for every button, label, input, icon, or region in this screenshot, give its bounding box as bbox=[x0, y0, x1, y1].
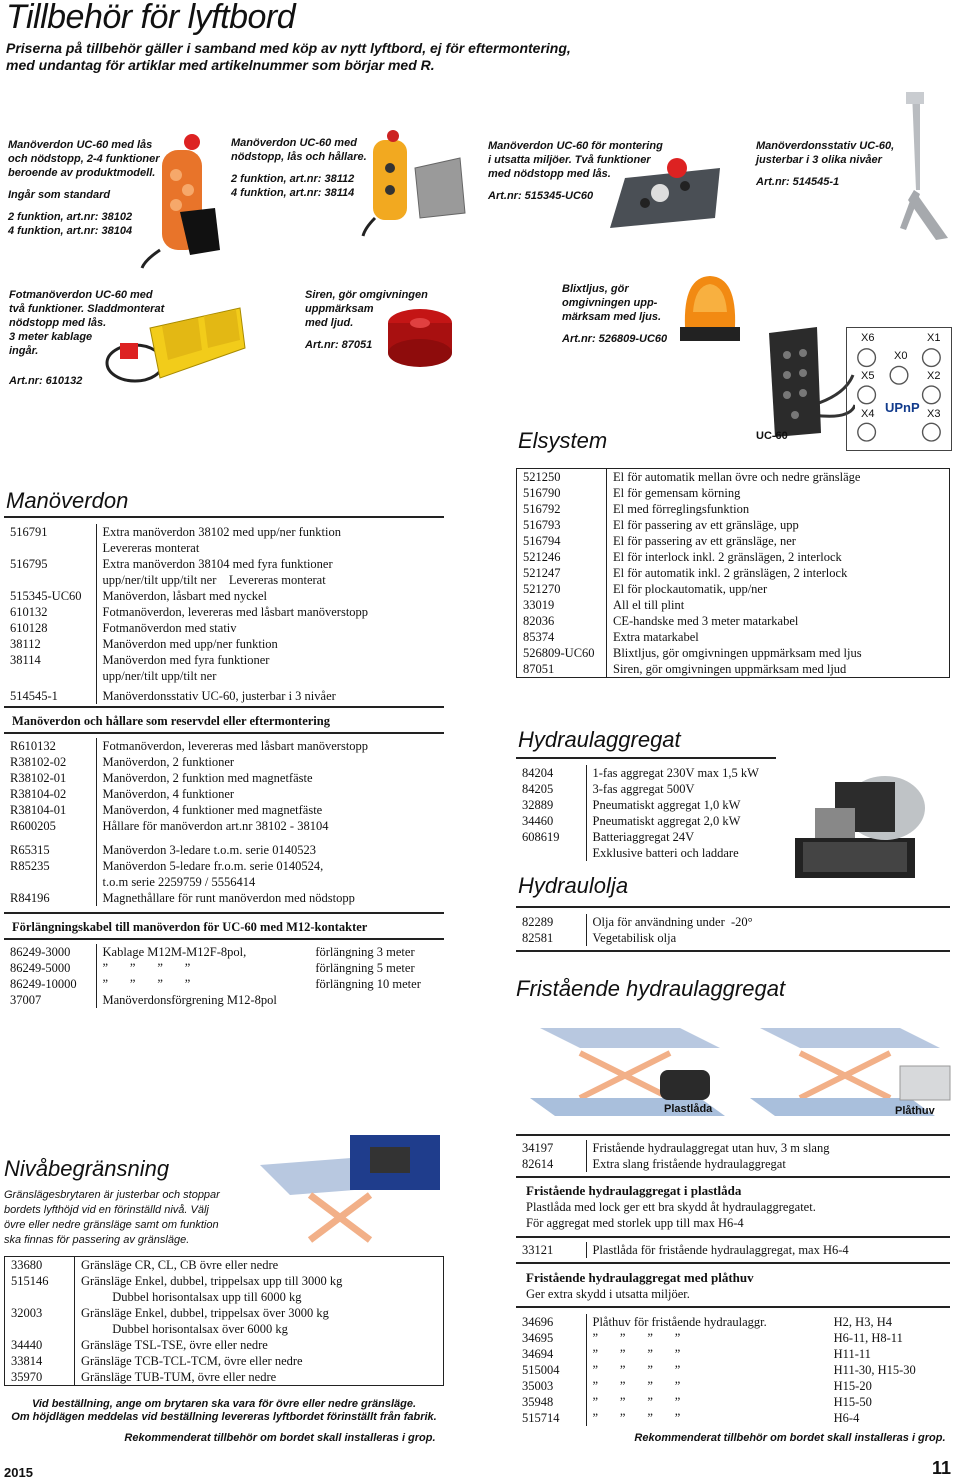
page-title: Tillbehör för lyftbord bbox=[6, 0, 296, 36]
table-row bbox=[5, 1289, 444, 1305]
article-number: R600205 bbox=[4, 818, 96, 834]
article-description: Siren, gör omgivningen uppmärksam med ljud bbox=[613, 662, 847, 676]
article-number: 33680 bbox=[5, 1257, 75, 1274]
article-description: ” ” ” ” bbox=[592, 1411, 681, 1425]
nivabegransning-footnote: Rekommenderat tillbehör om bordet skall installeras i grop. bbox=[124, 1432, 436, 1444]
article-extra: H15-50 bbox=[833, 1395, 872, 1409]
article-number: 34694 bbox=[516, 1346, 586, 1362]
article-description: 3-fas aggregat 500V bbox=[592, 782, 695, 796]
article-description: Extra manöverdon 38104 med fyra funktioner bbox=[102, 557, 333, 571]
article-number: R65315 bbox=[4, 834, 96, 858]
connector-x2: X2 bbox=[927, 370, 941, 382]
article-number: 35970 bbox=[5, 1369, 75, 1386]
caption-foot-control: Fotmanöverdon UC-60 med två funktioner. Sladdmonterat nödstopp med lås. 3 meter kablage ingår. Art.nr: 610132 bbox=[9, 289, 165, 387]
table-row bbox=[517, 613, 950, 629]
article-number: 516795 bbox=[4, 556, 96, 572]
article-number: 35948 bbox=[516, 1394, 586, 1410]
article-description: Manöverdon, 4 funktioner med magnetfäste bbox=[102, 803, 323, 817]
year-label: 2015 bbox=[4, 1465, 33, 1480]
foot-pedal-image bbox=[100, 288, 250, 393]
article-number: 33121 bbox=[516, 1242, 586, 1258]
article-extra: H6-4 bbox=[833, 1411, 860, 1425]
hydraulolja-table bbox=[516, 914, 950, 946]
table-row bbox=[4, 604, 444, 620]
article-description: Vegetabilisk olja bbox=[592, 931, 677, 945]
article-description: Extra manöverdon 38102 med upp/ner funktion bbox=[102, 525, 341, 539]
table-row bbox=[4, 636, 444, 652]
orange-remote-image bbox=[140, 130, 230, 270]
article-description: El med förreglingsfunktion bbox=[613, 502, 750, 516]
article-number: R38104-01 bbox=[4, 802, 96, 818]
article-description: Dubbel horisontalsax upp till 6000 kg bbox=[81, 1290, 302, 1304]
table-row bbox=[516, 765, 776, 781]
table-row bbox=[5, 1321, 444, 1337]
article-extra: H15-20 bbox=[833, 1379, 872, 1393]
table-row bbox=[4, 556, 444, 572]
article-description: Batteriaggregat 24V bbox=[592, 830, 695, 844]
article-extra: förlängning 3 meter bbox=[315, 945, 415, 959]
yellow-remote-image bbox=[355, 128, 475, 238]
article-number: 515146 bbox=[5, 1273, 75, 1289]
table-row bbox=[516, 1378, 950, 1394]
article-extra bbox=[309, 992, 443, 1008]
article-description: Gränsläge TSL-TSE, övre eller nedre bbox=[81, 1338, 268, 1352]
table-row bbox=[516, 1362, 950, 1378]
article-number: 33814 bbox=[5, 1353, 75, 1369]
article-number: 516790 bbox=[517, 485, 607, 501]
article-number: 34460 bbox=[516, 813, 586, 829]
table-row bbox=[516, 813, 776, 829]
article-description: Manöverdon, låsbart med nyckel bbox=[102, 589, 268, 603]
article-description: Manöverdon med fyra funktioner bbox=[102, 653, 270, 667]
article-extra: förlängning 5 meter bbox=[315, 961, 415, 975]
ext-top-rule bbox=[4, 912, 444, 914]
table-row bbox=[5, 1273, 444, 1289]
article-description: El för passering av ett gränsläge, upp bbox=[613, 518, 799, 532]
article-description: Manöverdon med upp/ner funktion bbox=[102, 637, 278, 651]
table-row bbox=[517, 645, 950, 661]
article-number: 34695 bbox=[516, 1330, 586, 1346]
article-description: Manöverdon, 4 funktioner bbox=[102, 787, 235, 801]
table-row bbox=[516, 1330, 950, 1346]
article-number: 521250 bbox=[517, 469, 607, 486]
article-number: 85374 bbox=[517, 629, 607, 645]
article-number: 32003 bbox=[5, 1305, 75, 1321]
caption-control-holder: Manöverdon UC-60 med nödstopp, lås och hållare. 2 funktion, art.nr: 38112 4 funktion, art.nr: 38114 bbox=[231, 137, 367, 199]
table-row bbox=[4, 874, 444, 890]
table-row bbox=[516, 1156, 950, 1172]
article-number bbox=[4, 572, 96, 588]
table-row bbox=[517, 661, 950, 678]
table-row bbox=[4, 588, 444, 604]
fristaende-table-5 bbox=[516, 1314, 950, 1426]
table-metal-cover-image bbox=[740, 1018, 955, 1118]
plathuv-label: Plåthuv bbox=[895, 1105, 935, 1117]
article-description: ” ” ” ” bbox=[592, 1395, 681, 1409]
table-row bbox=[4, 620, 444, 636]
upnp-logo: UPnP bbox=[885, 400, 920, 415]
table-row bbox=[516, 914, 950, 930]
article-description: Plastlåda för fristående hydraulaggregat, max H6-4 bbox=[592, 1243, 849, 1257]
table-row bbox=[4, 738, 444, 754]
fr-rule-4 bbox=[516, 1262, 950, 1264]
fristaende-footnote: Rekommenderat tillbehör om bordet skall installeras i grop. bbox=[634, 1432, 946, 1444]
article-description: ” ” ” ” bbox=[592, 1379, 681, 1393]
article-number: 610128 bbox=[4, 620, 96, 636]
ext-table bbox=[4, 944, 444, 1008]
intro-text: Priserna på tillbehör gäller i samband med köp av nytt lyftbord, ej för eftermontering, med undantag för artiklar med artikelnummer som börjar med R. bbox=[6, 40, 571, 73]
table-row bbox=[5, 1369, 444, 1386]
table-row bbox=[4, 684, 444, 704]
connector-x5: X5 bbox=[861, 370, 875, 382]
plastlada-block: Fristående hydraulaggregat i plastlåda Plastlåda med lock ger ett bra skydd åt hydraulaggregatet. För aggregat med storlek upp till max H6-4 bbox=[526, 1183, 816, 1230]
hydraulolja-bottom-rule bbox=[516, 950, 950, 952]
article-description: Pneumatiskt aggregat 1,0 kW bbox=[592, 798, 741, 812]
hydraulaggregat-rule bbox=[516, 757, 776, 759]
article-number: 515004 bbox=[516, 1362, 586, 1378]
article-description: Magnethållare för runt manöverdon med nödstopp bbox=[102, 891, 355, 905]
article-description: El för automatik mellan övre och nedre gränsläge bbox=[613, 470, 861, 484]
caption-control-uc60-lock: Manöverdon UC-60 med lås och nödstopp, 2-4 funktioner beroende av produktmodell. Ingår som standard 2 funktion, art.nr: 38102 4 funktion, art.nr: 38104 bbox=[8, 139, 160, 237]
article-description: ” ” ” ” bbox=[592, 1363, 681, 1377]
nivabegransning-heading: Nivåbegränsning bbox=[4, 1156, 170, 1181]
table-row bbox=[5, 1257, 444, 1274]
article-number: 34197 bbox=[516, 1140, 586, 1156]
article-number: R38102-01 bbox=[4, 770, 96, 786]
article-number: 526809-UC60 bbox=[517, 645, 607, 661]
table-row bbox=[516, 1394, 950, 1410]
siren-image bbox=[384, 303, 456, 375]
ext-rule bbox=[4, 938, 444, 940]
article-description: El för gemensam körning bbox=[613, 486, 741, 500]
table-row bbox=[4, 540, 444, 556]
article-number: 608619 bbox=[516, 829, 586, 845]
article-extra: H2, H3, H4 bbox=[833, 1315, 892, 1329]
connector-x0: X0 bbox=[894, 350, 908, 362]
article-description: Fristående hydraulaggregat utan huv, 3 m slang bbox=[592, 1141, 830, 1155]
nivabegransning-notes: Vid beställning, ange om brytaren ska vara för övre eller nedre gränsläge. Om höjdlägen meddelas vid beställning levereras lyftbordet förinställt från fabrik. bbox=[11, 1398, 437, 1423]
article-description: El för plockautomatik, upp/ner bbox=[613, 582, 768, 596]
caption-control-box: Manöverdon UC-60 för montering i utsatta miljöer. Två funktioner med nödstopp med lås. Art.nr: 515345-UC60 bbox=[488, 140, 663, 202]
table-row bbox=[517, 549, 950, 565]
article-number: 82289 bbox=[516, 914, 586, 930]
article-description: ” ” ” ” bbox=[592, 1331, 681, 1345]
article-description: Gränsläge TCB-TCL-TCM, övre eller nedre bbox=[81, 1354, 303, 1368]
table-row bbox=[5, 1337, 444, 1353]
table-row bbox=[4, 944, 444, 960]
article-description: Extra matarkabel bbox=[613, 630, 699, 644]
article-number: R85235 bbox=[4, 858, 96, 874]
article-number: 38112 bbox=[4, 636, 96, 652]
table-row bbox=[517, 629, 950, 645]
article-description: Extra slang fristående hydraulaggregat bbox=[592, 1157, 786, 1171]
table-row bbox=[4, 976, 444, 992]
article-number: R610132 bbox=[4, 738, 96, 754]
table-row bbox=[4, 992, 444, 1008]
table-row bbox=[516, 829, 776, 845]
article-number: 521246 bbox=[517, 549, 607, 565]
article-description: ” ” ” ” bbox=[102, 961, 191, 975]
article-number: 86249-5000 bbox=[4, 960, 96, 976]
article-number: 521270 bbox=[517, 581, 607, 597]
article-number: 516791 bbox=[4, 524, 96, 540]
article-number: 610132 bbox=[4, 604, 96, 620]
control-box-image bbox=[605, 148, 725, 243]
elsystem-table bbox=[516, 468, 950, 678]
article-description: All el till plint bbox=[613, 598, 685, 612]
article-description: Manöverdon, 2 funktion med magnetfäste bbox=[102, 771, 313, 785]
article-description: Fotmanöverdon, levereras med låsbart manöverstopp bbox=[102, 739, 369, 753]
connector-x6: X6 bbox=[861, 332, 875, 344]
uc60-label: UC-60 bbox=[756, 430, 788, 442]
article-description: El för passering av ett gränsläge, ner bbox=[613, 534, 796, 548]
connector-diagram bbox=[846, 327, 952, 451]
article-number: 516794 bbox=[517, 533, 607, 549]
connector-x4: X4 bbox=[861, 408, 875, 420]
table-row bbox=[516, 1140, 950, 1156]
fr-rule-3 bbox=[516, 1236, 950, 1238]
manoverdon-table bbox=[4, 524, 444, 704]
page-number: 11 bbox=[932, 1458, 952, 1478]
article-description: Hållare för manöverdon art.nr 38102 - 38104 bbox=[102, 819, 329, 833]
article-description: ” ” ” ” bbox=[592, 1347, 681, 1361]
flash-light-image bbox=[675, 272, 745, 347]
hydraulaggregat-table bbox=[516, 765, 776, 861]
article-description: Dubbel horisontalsax över 6000 kg bbox=[81, 1322, 288, 1336]
stand-image bbox=[898, 90, 958, 240]
nivabegransning-table bbox=[4, 1256, 444, 1386]
table-row bbox=[4, 572, 444, 588]
article-description: Pneumatiskt aggregat 2,0 kW bbox=[592, 814, 741, 828]
hydraulaggregat-heading: Hydraulaggregat bbox=[518, 727, 681, 752]
table-row bbox=[4, 834, 444, 858]
article-number: 37007 bbox=[4, 992, 96, 1008]
article-description: Gränsläge TUB-TUM, övre eller nedre bbox=[81, 1370, 277, 1384]
fristaende-heading: Fristående hydraulaggregat bbox=[516, 976, 786, 1001]
hydraulic-pump-image bbox=[775, 768, 950, 886]
ext-heading: Förlängningskabel till manöverdon för UC-60 med M12-kontakter bbox=[12, 920, 368, 934]
hydraulolja-rule bbox=[516, 906, 950, 908]
fristaende-table-3 bbox=[516, 1242, 950, 1258]
table-row bbox=[516, 781, 776, 797]
article-number: 521247 bbox=[517, 565, 607, 581]
article-number: 516792 bbox=[517, 501, 607, 517]
fr-rule-1 bbox=[516, 1134, 950, 1136]
article-number: 87051 bbox=[517, 661, 607, 678]
uc60-box-image bbox=[765, 325, 855, 445]
table-row bbox=[4, 890, 444, 906]
table-row bbox=[516, 930, 950, 946]
article-number: 34696 bbox=[516, 1314, 586, 1330]
table-row bbox=[5, 1353, 444, 1369]
article-number: R38104-02 bbox=[4, 786, 96, 802]
elsystem-heading: Elsystem bbox=[518, 428, 608, 453]
article-description: Fotmanöverdon med stativ bbox=[102, 621, 237, 635]
article-number: 516793 bbox=[517, 517, 607, 533]
article-number: 38114 bbox=[4, 652, 96, 668]
table-row bbox=[5, 1305, 444, 1321]
fr-rule-5 bbox=[516, 1306, 950, 1308]
article-number: 86249-10000 bbox=[4, 976, 96, 992]
article-description: El för automatik inkl. 2 gränslägen, 2 interlock bbox=[613, 566, 848, 580]
table-row bbox=[516, 1314, 950, 1330]
article-description: Manöverdon, 2 funktioner bbox=[102, 755, 235, 769]
fristaende-table-1 bbox=[516, 1140, 950, 1172]
connector-x3: X3 bbox=[927, 408, 941, 420]
article-description: upp/ner/tilt upp/tilt ner bbox=[102, 669, 217, 683]
article-description: Levereras monterat bbox=[102, 541, 200, 555]
table-row bbox=[516, 797, 776, 813]
article-description: ” ” ” ” bbox=[102, 977, 191, 991]
caption-siren: Siren, gör omgivningen uppmärksam med ljud. Art.nr: 87051 bbox=[305, 289, 428, 351]
article-description: Kablage M12M-M12F-8pol, bbox=[102, 945, 247, 959]
table-row bbox=[4, 524, 444, 540]
table-row bbox=[516, 1410, 950, 1426]
article-number: 35003 bbox=[516, 1378, 586, 1394]
hydraulolja-heading: Hydraulolja bbox=[518, 873, 629, 898]
manoverdon-rule bbox=[4, 516, 444, 518]
article-description: Fotmanöverdon, levereras med låsbart manöverstopp bbox=[102, 605, 369, 619]
plastlada-title: Fristående hydraulaggregat i plastlåda bbox=[526, 1183, 742, 1198]
article-extra: förlängning 10 meter bbox=[315, 977, 421, 991]
article-description: Manöverdonsförgrening M12-8pol bbox=[102, 993, 277, 1007]
table-row bbox=[4, 960, 444, 976]
article-number: 82036 bbox=[517, 613, 607, 629]
article-description: Blixtljus, gör omgivningen uppmärksam med ljus bbox=[613, 646, 862, 660]
article-number: 514545-1 bbox=[4, 684, 96, 704]
table-row bbox=[517, 517, 950, 533]
article-extra: H11-11 bbox=[833, 1347, 871, 1361]
article-number: 515714 bbox=[516, 1410, 586, 1426]
article-description: Gränsläge Enkel, dubbel, trippelsax upp till 3000 kg bbox=[81, 1274, 343, 1288]
article-description: Olja för användning under -20° bbox=[592, 915, 753, 929]
article-description: Manöverdon 3-ledare t.o.m. serie 0140523 bbox=[102, 843, 316, 857]
caption-control-stand: Manöverdonsstativ UC-60, justerbar i 3 olika nivåer Art.nr: 514545-1 bbox=[756, 140, 895, 188]
article-number bbox=[5, 1289, 75, 1305]
fr-rule-2 bbox=[516, 1176, 950, 1178]
article-number bbox=[516, 845, 586, 861]
table-row bbox=[516, 1242, 950, 1258]
table-row bbox=[4, 668, 444, 684]
plastlada-label: Plastlåda bbox=[664, 1103, 713, 1115]
connector-x1: X1 bbox=[927, 332, 941, 344]
plathuv-block: Fristående hydraulaggregat med plåthuv Ger extra skydd i utsatta miljöer. bbox=[526, 1270, 754, 1301]
plathuv-title: Fristående hydraulaggregat med plåthuv bbox=[526, 1270, 754, 1285]
article-number: 86249-3000 bbox=[4, 944, 96, 960]
article-description: t.o.m serie 2259759 / 5556414 bbox=[102, 875, 256, 889]
article-description: Plåthuv för fristående hydraulaggr. bbox=[592, 1315, 767, 1329]
article-description: Exklusive batteri och laddare bbox=[592, 846, 739, 860]
article-number: 82581 bbox=[516, 930, 586, 946]
table-row bbox=[517, 597, 950, 613]
reserve-table bbox=[4, 738, 444, 906]
table-row bbox=[4, 770, 444, 786]
article-number: 84204 bbox=[516, 765, 586, 781]
article-description: Manöverdonsstativ UC-60, justerbar i 3 nivåer bbox=[102, 689, 336, 703]
reserve-rule bbox=[4, 732, 444, 734]
table-row bbox=[517, 469, 950, 486]
article-number: 33019 bbox=[517, 597, 607, 613]
article-number: 515345-UC60 bbox=[4, 588, 96, 604]
table-row bbox=[4, 858, 444, 874]
table-row bbox=[4, 802, 444, 818]
article-number bbox=[4, 540, 96, 556]
table-row bbox=[4, 818, 444, 834]
nivabegransning-desc: Gränslägesbrytaren är justerbar och stoppar bordets lyfthöjd vid en förinställd nivå. Välj övre eller nedre gränsläge samt om funktion ska finnas för passering av gränsläge. bbox=[4, 1189, 220, 1246]
table-row bbox=[4, 652, 444, 668]
table-row bbox=[517, 565, 950, 581]
article-extra: H6-11, H8-11 bbox=[833, 1331, 903, 1345]
article-extra: H11-30, H15-30 bbox=[833, 1363, 916, 1377]
caption-flash-light: Blixtljus, gör omgivningen upp- märksam med ljus. Art.nr: 526809-UC60 bbox=[562, 283, 668, 345]
table-row bbox=[517, 533, 950, 549]
article-description: Gränsläge CR, CL, CB övre eller nedre bbox=[81, 1258, 279, 1272]
manoverdon-heading: Manöverdon bbox=[6, 488, 129, 513]
article-number bbox=[5, 1321, 75, 1337]
table-row bbox=[4, 786, 444, 802]
limit-switch-image bbox=[250, 1135, 440, 1250]
table-row bbox=[4, 754, 444, 770]
article-number: R84196 bbox=[4, 890, 96, 906]
table-row bbox=[517, 581, 950, 597]
article-number: 82614 bbox=[516, 1156, 586, 1172]
table-row bbox=[516, 845, 776, 861]
article-number: 34440 bbox=[5, 1337, 75, 1353]
article-number bbox=[4, 874, 96, 890]
article-description: upp/ner/tilt upp/tilt ner Levereras monterat bbox=[102, 573, 326, 587]
article-number: 84205 bbox=[516, 781, 586, 797]
article-description: Gränsläge Enkel, dubbel, trippelsax över 3000 kg bbox=[81, 1306, 329, 1320]
article-description: Manöverdon 5-ledare fr.o.m. serie 0140524, bbox=[102, 859, 324, 873]
table-row bbox=[516, 1346, 950, 1362]
article-description: El för interlock inkl. 2 gränslägen, 2 interlock bbox=[613, 550, 842, 564]
article-number: 32889 bbox=[516, 797, 586, 813]
reserve-heading: Manöverdon och hållare som reservdel eller eftermontering bbox=[12, 714, 330, 728]
article-description: 1-fas aggregat 230V max 1,5 kW bbox=[592, 766, 759, 780]
article-number bbox=[4, 668, 96, 684]
article-description: CE-handske med 3 meter matarkabel bbox=[613, 614, 799, 628]
table-row bbox=[517, 485, 950, 501]
reserve-top-rule bbox=[4, 706, 444, 708]
article-number: R38102-02 bbox=[4, 754, 96, 770]
table-row bbox=[517, 501, 950, 517]
